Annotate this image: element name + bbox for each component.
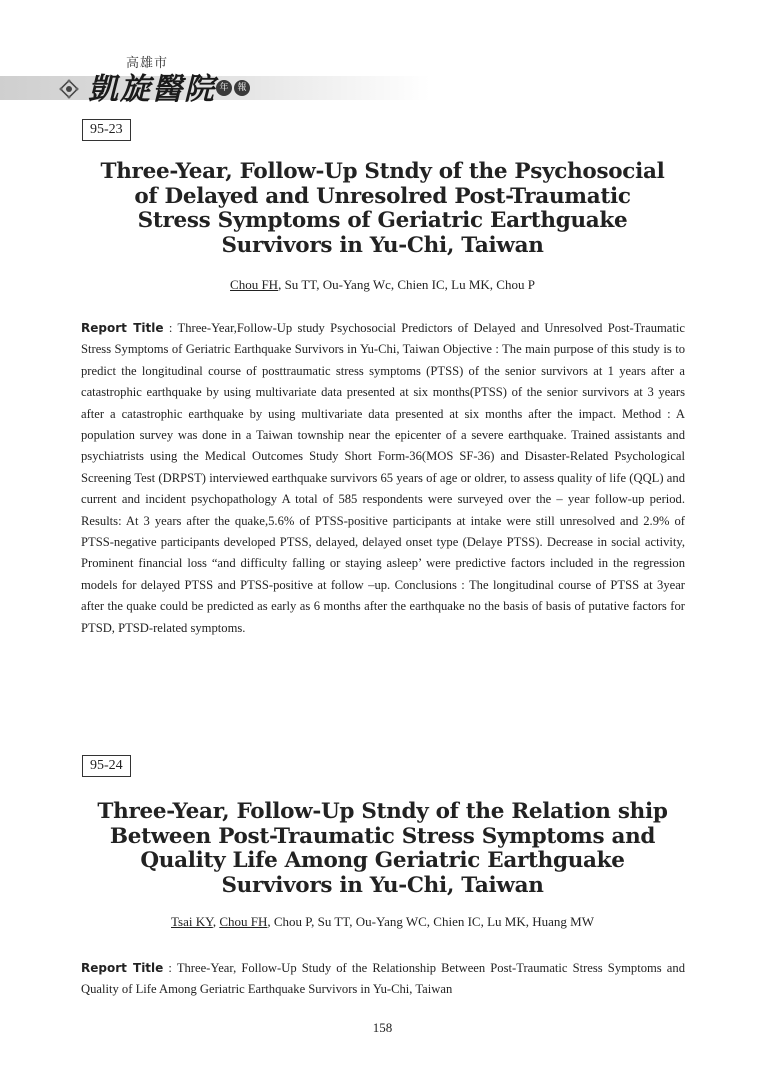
report-header [0, 40, 765, 110]
author-name: Chou FH [219, 914, 268, 929]
author-name: , [212, 914, 220, 929]
report-title-label: Report Title [81, 321, 164, 335]
author-name: , Chou P, Su TT, Ou-Yang WC, Chien IC, Lu MK, Huang MW [267, 914, 594, 929]
section-code: 95-23 [82, 119, 131, 141]
section-authors [0, 914, 765, 930]
section-code: 95-24 [82, 755, 131, 777]
author-name: Chou FH [230, 277, 279, 292]
section-title: Three-Year, Follow-Up Stndy of the Psychosocial of Delayed and Unresolred Post-Traumatic Stress Symptoms of Geriatric Earthguake Survivors in Yu-Chi, Taiwan [100, 159, 665, 258]
section-title: Three-Year, Follow-Up Stndy of the Relation ship Between Post-Traumatic Stress Symptoms and Quality Life Among Geriatric Earthguake Survivors in Yu-Chi, Taiwan [97, 799, 668, 898]
report-text: : Three-Year, Follow-Up Study of the Relationship Between Post-Traumatic Stress Symptoms and Quality of Life Among Geriatric Earthquake Survivors in Yu-Chi, Taiwan [81, 961, 685, 997]
section-authors [0, 277, 765, 293]
header-badge-report: 報 [234, 80, 250, 96]
report-text: : Three-Year,Follow-Up study Psychosocial Predictors of Delayed and Unresolved Post-Traumatic Stress Symptoms of Geriatric Earthquake Survivors in Yu-Chi, Taiwan Objective : The main purpose of this study is to predict the longitudinal course of posttraumatic stress symptoms (PTSS) of the senior survivors at 1 years after a catastrophic earthquake by using multivariate data presented at six months(PTSS) of the senior survivors at 3 years after a catastrophic earthquake by using multivariate data presented at six months after the impact. Method : A population survey was done in a Taiwan township near the epicenter of a severe earthquake. Trained assistants and psychiatrists using the Medical Outcomes Study Short Form-36(MOS SF-36) and Disaster-Related Psychological Screening Test (DRPST) interviewed earthquake survivors 65 years of age or oldrer, to assess quality of life (QQL) and current and incident psychopathology A total of 585 respondents were surveyed over the – year follow-up period. Results: At 3 years after the quake,5.6% of PTSS-positive participants at intake were still unresolved and 2.9% of PTSS-negative participants developed PTSS, delayed, delayed onset type (Delaye PTSS). Decrease in social activity, Prominent financial loss “and difficulty falling or staying asleep’ were predictive factors included in the regression models for delayed PTSS and PTSS-positive at follow –up. Conclusions : The longitudinal course of PTSS at 3year after the quake could be predicted as early as 6 months after the earthquake no the basis of basis of putative factors for PTSD, PTSD-related symptoms. [81, 321, 685, 635]
section-abstract [81, 318, 685, 639]
header-hospital-name: 凱旋醫院 [88, 72, 216, 107]
report-title-label: Report Title [81, 961, 164, 975]
author-name: Tsai KY [171, 914, 213, 929]
header-city: 高雄市 [126, 56, 169, 71]
hospital-logo-icon [58, 78, 80, 100]
author-name: , Su TT, Ou-Yang Wc, Chien IC, Lu MK, Chou P [278, 277, 535, 292]
section-abstract [81, 958, 685, 1001]
page-number: 158 [372, 1020, 393, 1035]
header-badge-year: 年 [216, 80, 232, 96]
